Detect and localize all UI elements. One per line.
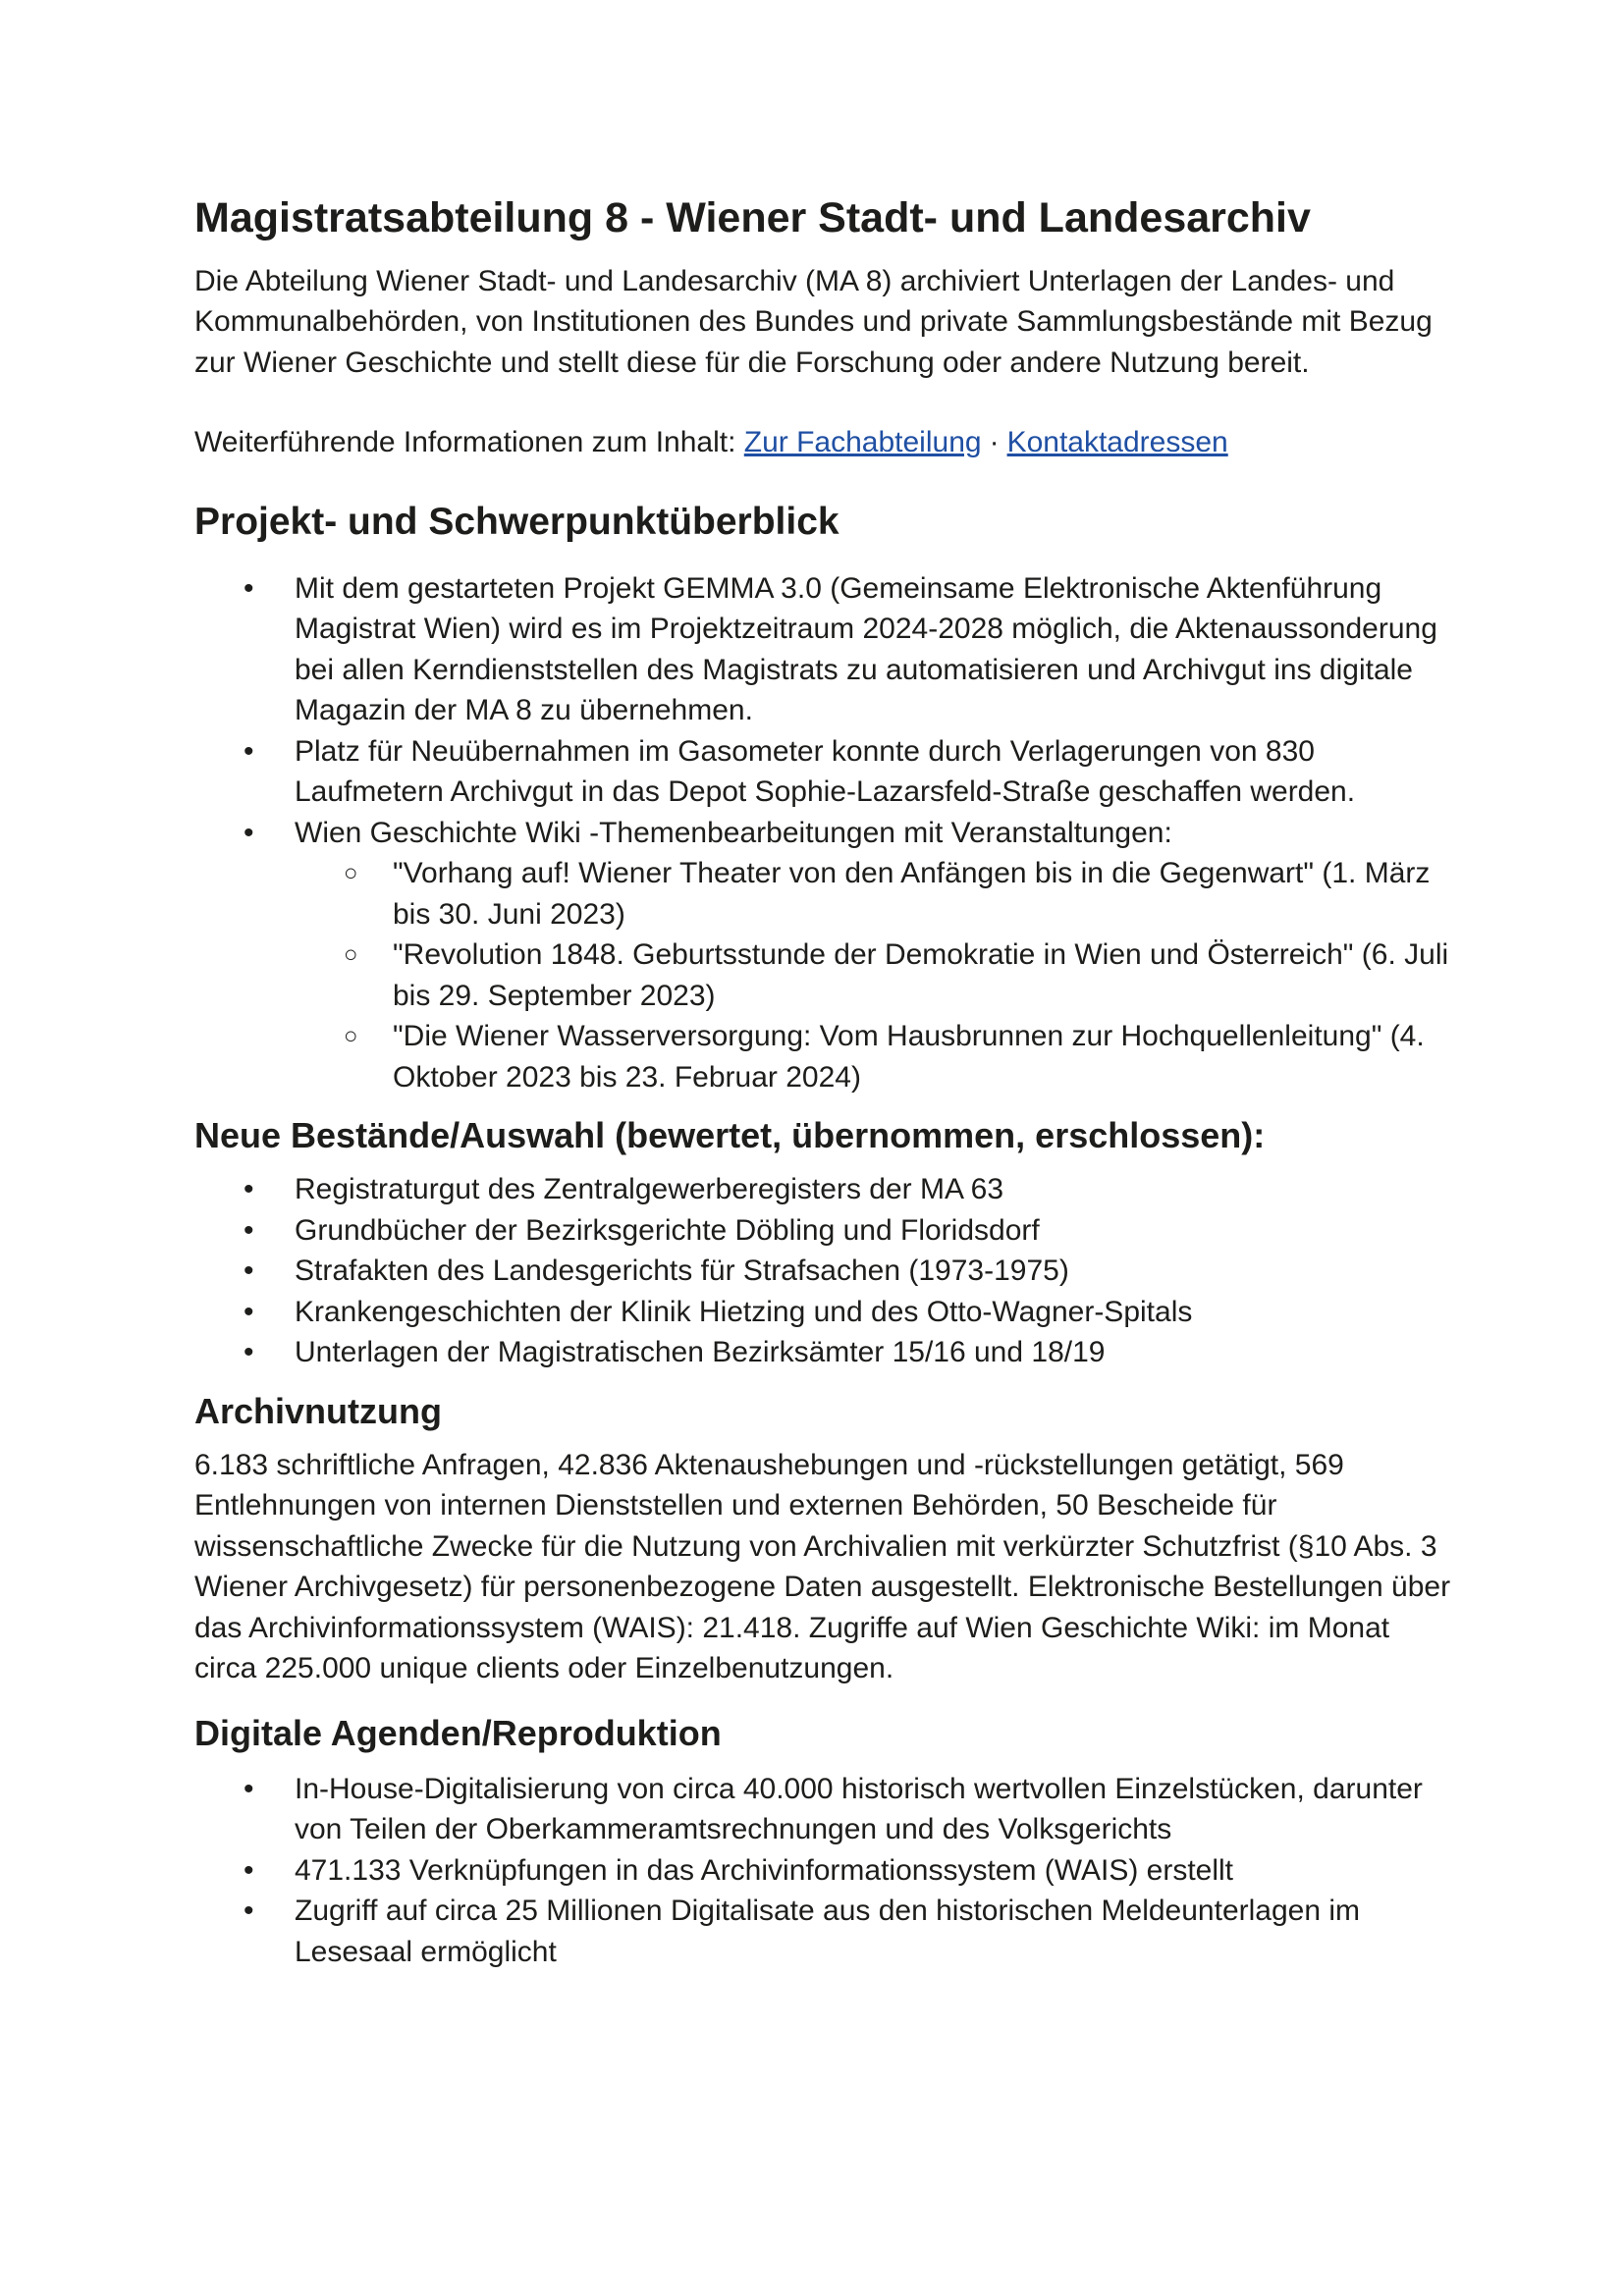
digitale-agenden-list	[194, 1769, 1451, 1973]
section-projekt	[194, 499, 1451, 1097]
list-item-text: Wien Geschichte Wiki -Themenbearbeitungen mit Veranstaltungen:	[295, 816, 1172, 849]
section-heading-neue-bestaende: Neue Bestände/Auswahl (bewertet, übernommen, erschlossen):	[194, 1115, 1266, 1155]
page-title: Magistratsabteilung 8 - Wiener Stadt- und Landesarchiv	[194, 194, 1311, 241]
list-item-text: 471.133 Verknüpfungen in das Archivinformationssystem (WAIS) erstellt	[295, 1853, 1234, 1887]
sub-list-item	[194, 853, 1451, 934]
bullet-icon: •	[244, 1336, 254, 1368]
bullet-icon: •	[244, 1295, 254, 1328]
list-item	[194, 1769, 1451, 1850]
sub-list-item-text: "Vorhang auf! Wiener Theater von den Anfängen bis in die Gegenwart" (1. März bis 30. Juni 2023)	[393, 857, 1431, 931]
list-item	[194, 568, 1451, 731]
list-item	[194, 1210, 1451, 1252]
circle-bullet-icon: ○	[344, 860, 358, 886]
list-item-text: Platz für Neuübernahmen im Gasometer konnte durch Verlagerungen von 830 Laufmetern Archivgut in das Depot Sophie-Lazarsfeld-Straße geschaffen werden.	[295, 734, 1356, 808]
bullet-icon: •	[244, 816, 254, 849]
list-item	[194, 1891, 1451, 1972]
section-digitale-agenden	[194, 1711, 1451, 1973]
section-neue-bestaende	[194, 1113, 1451, 1373]
bullet-icon: •	[244, 1772, 254, 1805]
section-heading-archivnutzung: Archivnutzung	[194, 1390, 442, 1431]
link-separator: ·	[989, 426, 1000, 459]
list-item	[194, 1292, 1451, 1333]
section-heading-projekt: Projekt- und Schwerpunktüberblick	[194, 500, 839, 543]
info-links-prefix: Weiterführende Informationen zum Inhalt:	[194, 426, 736, 459]
list-item	[194, 1169, 1451, 1210]
list-item	[194, 813, 1451, 854]
list-item-text: In-House-Digitalisierung von circa 40.000 historisch wertvollen Einzelstücken, darunter von Teilen der Oberkammeramtsrechnungen und des Volksgerichts	[295, 1772, 1423, 1845]
bullet-icon: •	[244, 571, 254, 605]
list-item	[194, 731, 1451, 813]
archivnutzung-paragraph: 6.183 schriftliche Anfragen, 42.836 Aktenaushebungen und -rückstellungen getätigt, 569 Entlehnungen von internen Dienststellen und externen Behörden, 50 Bescheide für wissenschaftliche Zwecke für die Nutzung von Archivalien mit verkürzter Schutzfrist (§10 Abs. 3 Wiener Archivgesetz) für personenbezogene Daten ausgestellt. Elektronische Bestellungen über das Archivinformationssystem (WAIS): 21.418. Zugriffe auf Wien Geschichte Wiki: im Monat circa 225.000 unique clients oder Einzelbenutzungen.	[194, 1448, 1451, 1684]
list-item-text: Registraturgut des Zentralgewerberegisters der MA 63	[295, 1173, 1004, 1205]
bullet-icon: •	[244, 1173, 254, 1205]
list-item	[194, 1251, 1451, 1292]
list-item	[194, 1850, 1451, 1892]
list-item-text: Krankengeschichten der Klinik Hietzing und des Otto-Wagner-Spitals	[295, 1295, 1193, 1328]
link-fachabteilung[interactable]: Zur Fachabteilung	[743, 426, 982, 459]
circle-bullet-icon: ○	[344, 941, 358, 968]
list-item-text: Zugriff auf circa 25 Millionen Digitalisate aus den historischen Meldeunterlagen im Lesesaal ermöglicht	[295, 1895, 1361, 1968]
document-page	[194, 192, 1451, 1972]
sub-list-item	[194, 1016, 1451, 1097]
info-links-line	[194, 422, 1451, 463]
bullet-icon: •	[244, 1255, 254, 1287]
list-item	[194, 1332, 1451, 1373]
bullet-icon: •	[244, 1213, 254, 1247]
intro-paragraph: Die Abteilung Wiener Stadt- und Landesarchiv (MA 8) archiviert Unterlagen der Landes- und Kommunalbehörden, von Institutionen des Bundes und private Sammlungsbestände mit Bezug zur Wiener Geschichte und stellt diese für die Forschung oder andere Nutzung bereit.	[194, 264, 1433, 379]
bullet-icon: •	[244, 1895, 254, 1927]
section-heading-digitale-agenden: Digitale Agenden/Reproduktion	[194, 1712, 722, 1753]
sub-list-item	[194, 934, 1451, 1016]
link-kontaktadressen[interactable]: Kontaktadressen	[1006, 426, 1228, 459]
list-item-text: Grundbücher der Bezirksgerichte Döbling und Floridsdorf	[295, 1213, 1040, 1247]
list-item-text: Mit dem gestarteten Projekt GEMMA 3.0 (Gemeinsame Elektronische Aktenführung Magistrat Wien) wird es im Projektzeitraum 2024-2028 möglich, die Aktenaussonderung bei allen Kerndienststellen des Magistrats zu automatisieren und Archivgut ins digitale Magazin der MA 8 zu übernehmen.	[295, 571, 1437, 726]
list-item-text: Strafakten des Landesgerichts für Strafsachen (1973-1975)	[295, 1255, 1069, 1287]
circle-bullet-icon: ○	[344, 1023, 358, 1049]
projekt-list	[194, 568, 1451, 1098]
section-archivnutzung	[194, 1389, 1451, 1689]
list-item-text: Unterlagen der Magistratischen Bezirksämter 15/16 und 18/19	[295, 1336, 1106, 1368]
sub-list-item-text: "Revolution 1848. Geburtsstunde der Demokratie in Wien und Österreich" (6. Juli bis 29. September 2023)	[393, 938, 1449, 1012]
bullet-icon: •	[244, 1853, 254, 1887]
bullet-icon: •	[244, 734, 254, 768]
neue-bestaende-list	[194, 1169, 1451, 1373]
sub-list-item-text: "Die Wiener Wasserversorgung: Vom Hausbrunnen zur Hochquellenleitung" (4. Oktober 2023 bis 23. Februar 2024)	[393, 1020, 1425, 1094]
